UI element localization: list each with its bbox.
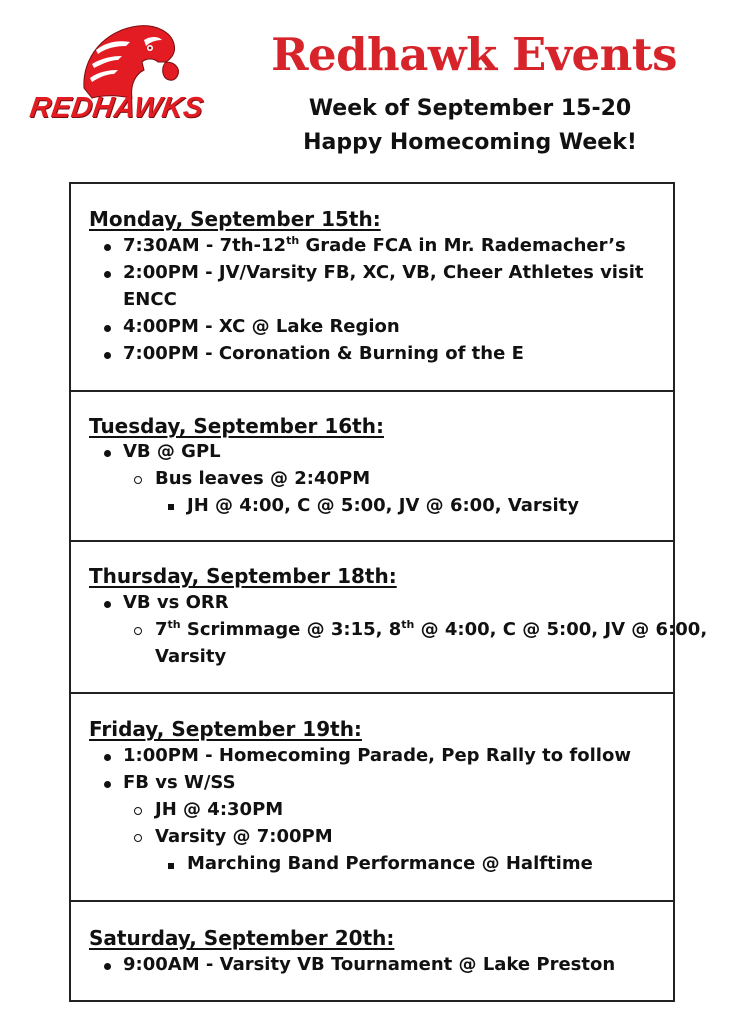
day-section-monday [71,184,673,392]
day-title-monday: Monday, September 15th: [89,207,381,231]
event-item: VB @ GPL [123,441,221,462]
event-subitem: Varsity @ 7:00PM [155,826,333,847]
day-section-tuesday [71,392,673,542]
event-item: VB vs ORR [123,592,229,613]
square-bullet-icon [168,863,174,869]
day-section-friday [71,694,673,902]
event-item: 7:30AM - 7th-12th Grade FCA in Mr. Rademacher’s [123,234,626,256]
sub-bullet-icon [134,627,142,635]
bullet-icon [104,754,111,761]
day-section-saturday [71,902,673,1000]
bullet-icon [104,601,111,608]
sub-bullet-icon [134,807,142,815]
event-subsubitem: Marching Band Performance @ Halftime [187,853,593,874]
homecoming-subtitle: Happy Homecoming Week! [303,130,637,155]
bullet-icon [104,352,111,359]
event-item: FB vs W/SS [123,772,236,793]
day-section-thursday [71,542,708,694]
bullet-icon [104,781,111,788]
bullet-icon [104,450,111,457]
event-subsubitem: JH @ 4:00, C @ 5:00, JV @ 6:00, Varsity [187,495,580,516]
bullet-icon [104,244,111,251]
event-subitem: JH @ 4:30PM [155,799,284,820]
bullet-icon [104,325,111,332]
day-title-friday: Friday, September 19th: [89,717,362,741]
event-item: 9:00AM - Varsity VB Tournament @ Lake Preston [123,954,616,975]
sub-bullet-icon [134,476,142,484]
bullet-icon [104,963,111,970]
event-item: 4:00PM - XC @ Lake Region [123,316,400,337]
day-title-saturday: Saturday, September 20th: [89,926,395,950]
event-item: 1:00PM - Homecoming Parade, Pep Rally to follow [123,745,631,766]
event-subitem: 7th Scrimmage @ 3:15, 8th @ 4:00, C @ 5:00, JV @ 6:00, [155,618,708,640]
logo-wordmark: REDHAWKS [27,92,206,124]
event-item: 7:00PM - Coronation & Burning of the E [123,343,524,364]
event-subitem: Bus leaves @ 2:40PM [155,468,371,489]
events-table [69,182,708,1002]
bullet-icon [104,271,111,278]
day-title-thursday: Thursday, September 18th: [89,564,397,588]
week-subtitle: Week of September 15-20 [308,96,632,121]
sub-bullet-icon [134,834,142,842]
square-bullet-icon [168,504,174,510]
event-item: 2:00PM - JV/Varsity FB, XC, VB, Cheer Athletes visit [123,262,644,283]
day-title-tuesday: Tuesday, September 16th: [89,414,384,438]
event-subitem-continued: Varsity [155,646,227,667]
page-title: Redhawk Events [271,28,677,81]
event-item-continued: ENCC [123,289,177,310]
